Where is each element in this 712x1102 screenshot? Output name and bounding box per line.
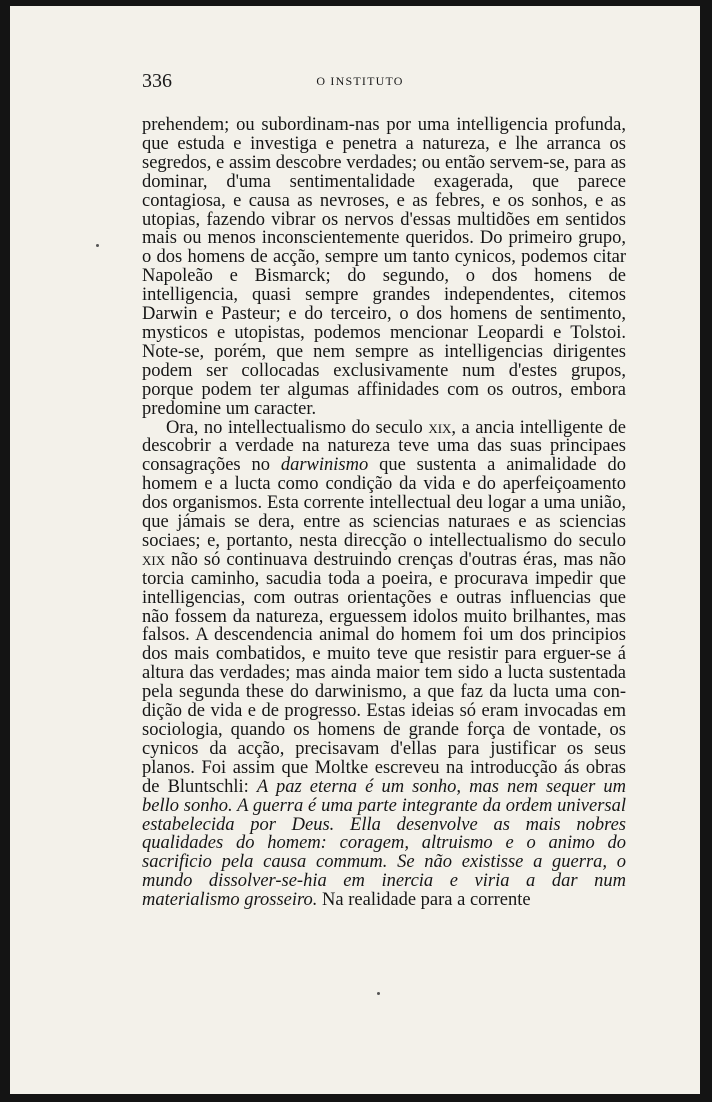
century-numeral: xix <box>428 417 452 438</box>
paragraph-2 <box>142 419 626 911</box>
paragraph-2-text-5: Na realidade para a corrente <box>317 890 531 911</box>
moltke-quote: A paz eterna é um sonho, mas nem sequer um bello sonho. A guerra é uma parte integrante da ordem universal estabelecida por Deus. Ella desenvolve as mais nobres qualidades do homem: coragem, altruismo e o animo do sacrificio pela causa commum. Se não existisse a guerra, o mundo dissolver-se-hia em inercia e viria a dar num materialismo grosseiro. <box>142 776 626 911</box>
page-speck <box>377 992 380 995</box>
page-body <box>142 116 626 910</box>
paragraph-2-text-3: que sustenta a animalidade do homem e a lucta como condição da vida e do aperfeiçoamento dos organismos. Esta corrente intellectual deu logar a uma união, que jámais se dera, entre as sciencias naturaes e as sciencias sociaes; e, portanto, nesta direcção o intellectualismo do seculo <box>142 455 626 551</box>
paragraph-2-text-4: não só continuava destruindo crenças d'outras éras, mas não torcia caminho, sacudia toda a poeira, e procurava impedir que intelligencias, com outras orientações e outras influencias que não fossem da natureza, erguessem idolos muito brilhantes, mas falsos. A descendencia animal do homem foi um dos principios dos mais combatidos, e muito teve que resistir para erguer-se á altura das verdades; mas ainda maior tem sido a lucta sustentada pela segunda these do darwinismo, a que faz da lucta uma condição de vida e de progresso. Estas ideias só eram invocadas em sociologia, quando os homens de grande força de vontade, os cynicos da acção, precisavam d'ellas para justificar os seus planos. Foi assim que Moltke escreveu na introducção ás obras de Bluntschli: <box>142 549 626 797</box>
page-speck <box>96 244 99 247</box>
paragraph-1: prehendem; ou subordinam-nas por uma intelligencia profunda, que estuda e investiga e penetra a natureza, e lhe arranca os segredos, e assim descobre verdades; ou então servem-se, para as dominar, d'uma sentimentalidade exagerada, que parece contagiosa, e causa as nevroses, e as febres, e os sonhos, e as utopias, fazendo vibrar os nervos d'essas multidões em sentidos mais ou menos inconscientemente queridos. Do primeiro grupo, o dos homens de acção, sempre um tanto cynicos, podemos citar Napoleão e Bismarck; do segundo, o dos homens de intelligencia, quasi sempre grandes independentes, citemos Darwin e Pasteur; e do terceiro, o dos homens de sentimento, mysticos e utopistas, podemos mencionar Leopardi e Tolstoi. Note-se, porém, que nem sempre as intelligencias dirigentes podem ser collocadas exclusivamente num d'estes grupos, porque podem ter algumas affinidades com os outros, embora predomine um caracter. <box>142 115 626 419</box>
paragraph-2-text-1: Ora, no intellectualismo do seculo <box>166 417 429 438</box>
page-number: 336 <box>142 70 172 92</box>
page-header <box>142 70 578 98</box>
running-title: O INSTITUTO <box>316 74 404 88</box>
paragraph-2-text-2: , a ancia intelligente de descobrir a verdade na natureza teve uma das suas principaes consagrações no <box>142 417 626 476</box>
century-numeral: xix <box>142 549 166 570</box>
darwinismo-term: darwinismo <box>280 455 369 476</box>
